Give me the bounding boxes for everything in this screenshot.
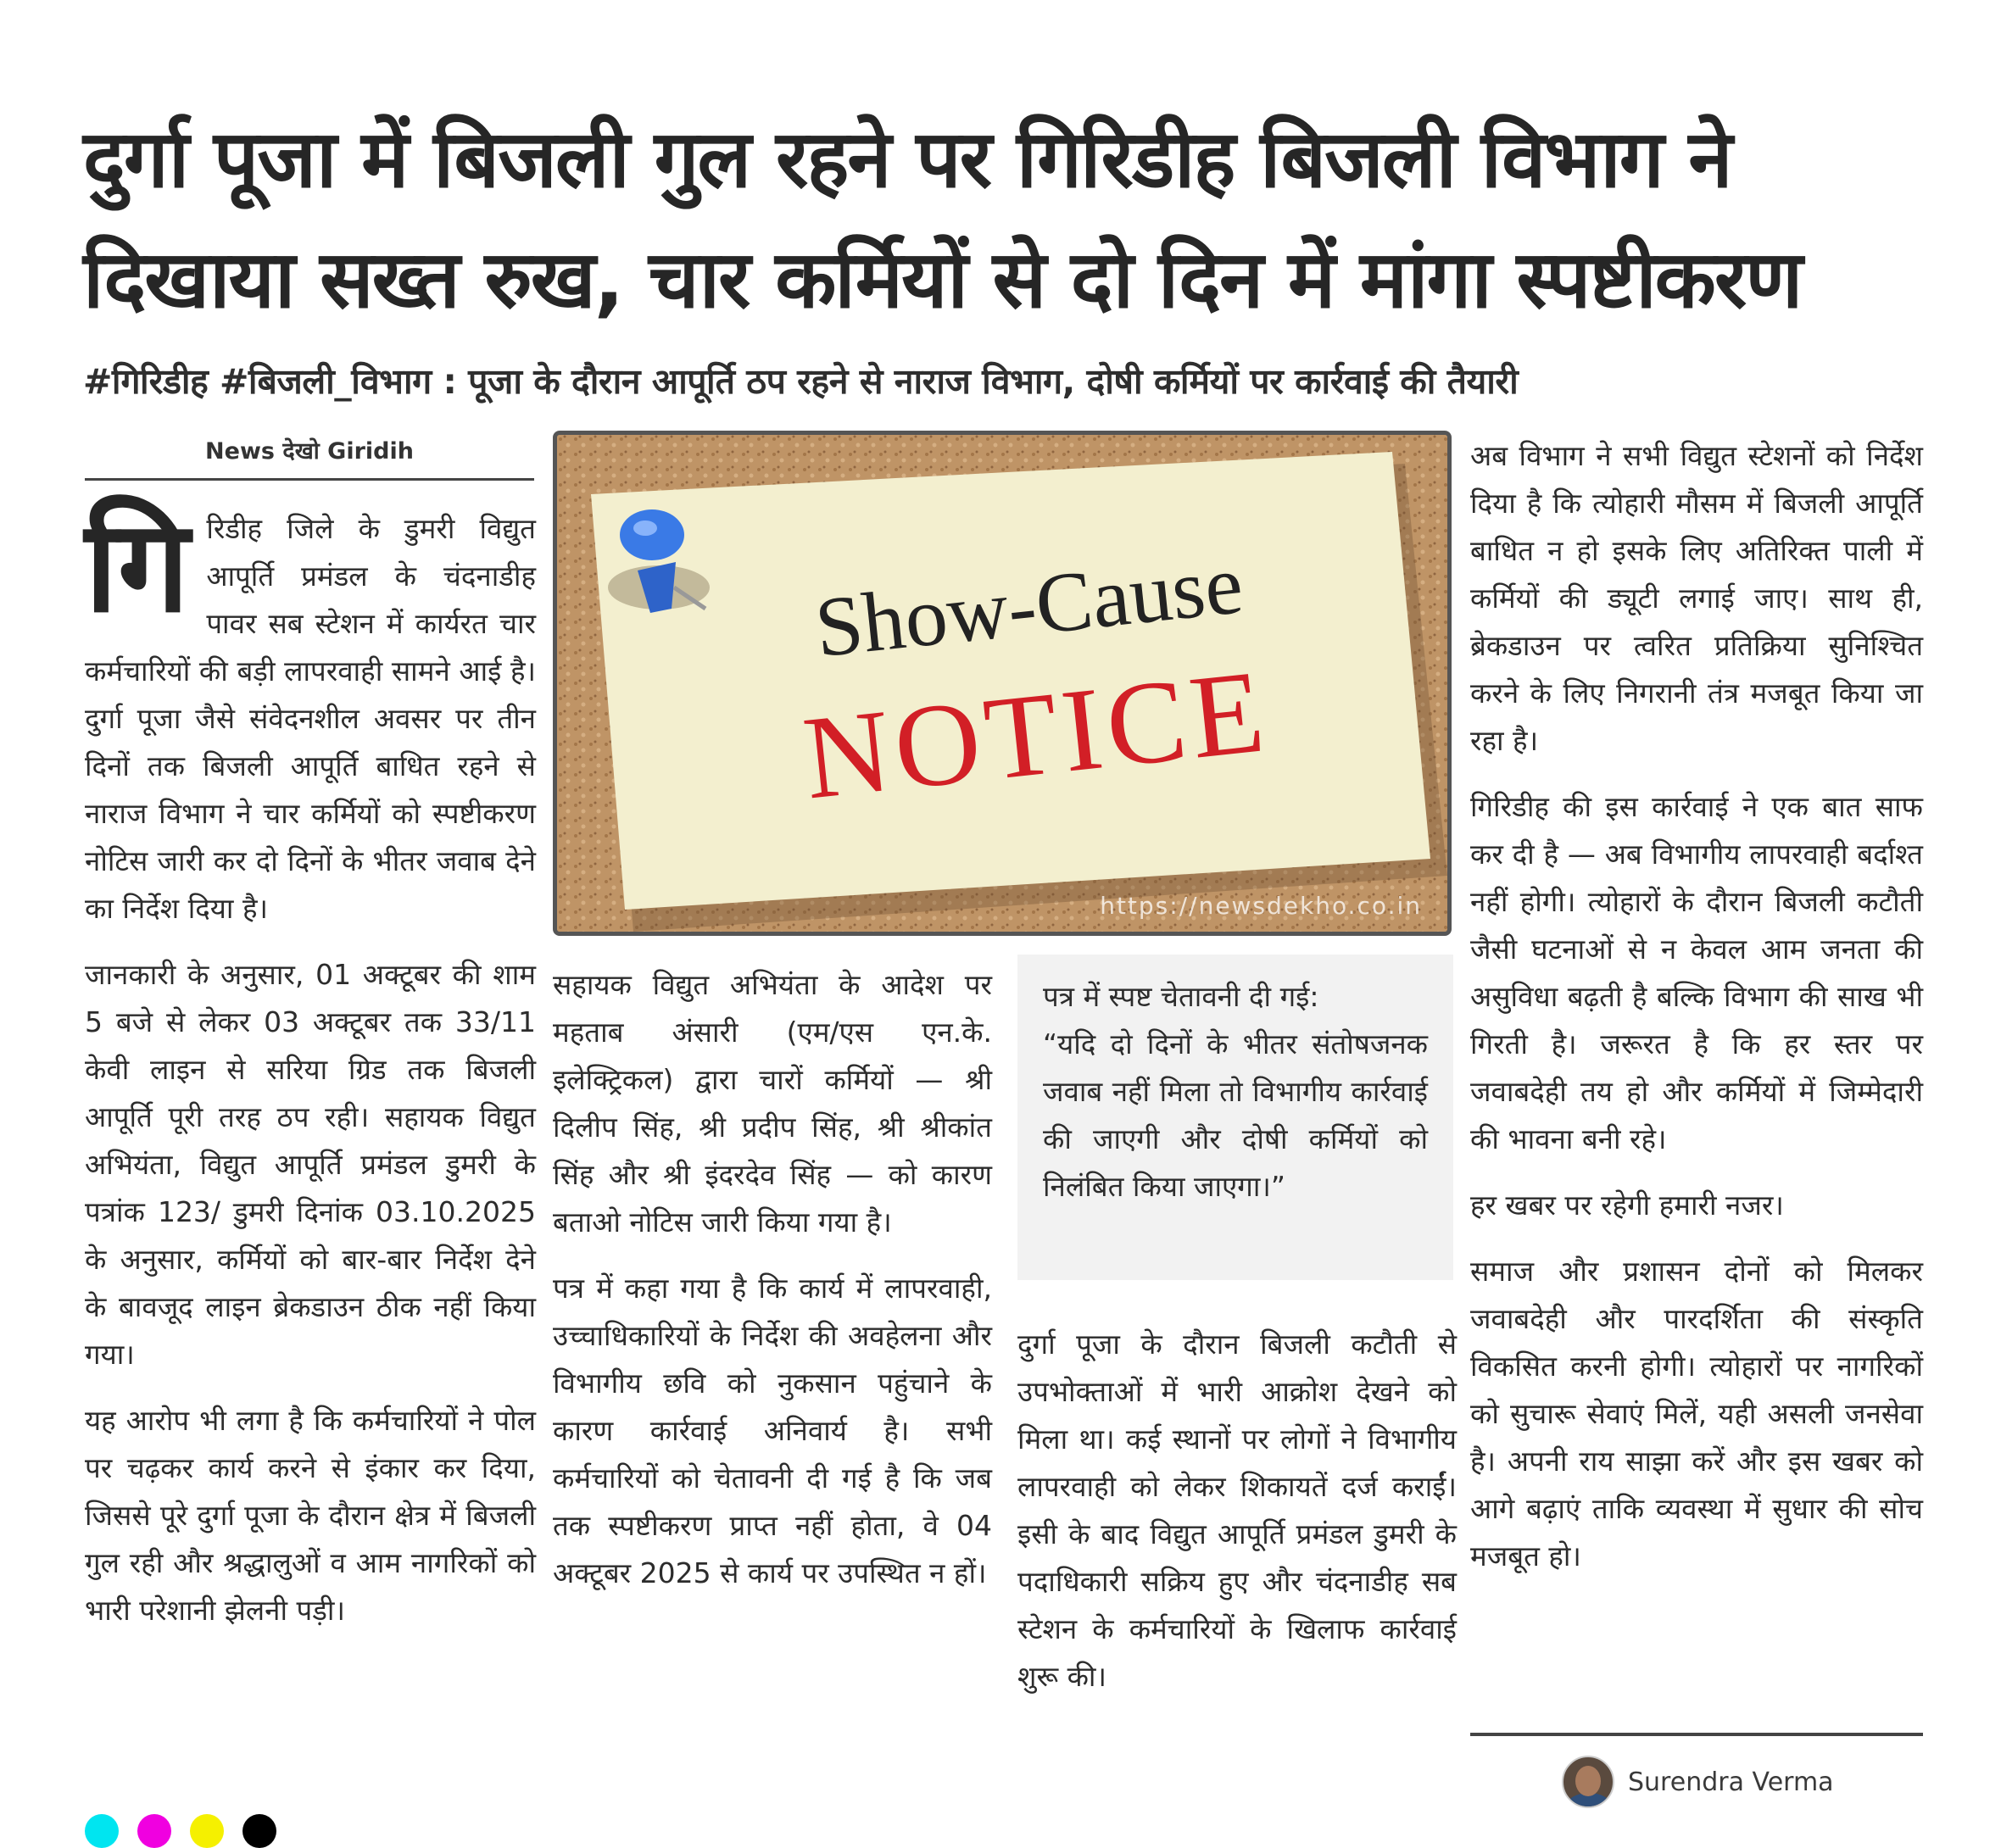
headline <box>83 100 1931 341</box>
print-registration-marks <box>85 1814 276 1848</box>
image-text-notice: NOTICE <box>797 644 1275 825</box>
pull-quote-text: “यदि दो दिनों के भीतर संतोषजनक जवाब नहीं मिला तो विभागीय कार्रवाई की जाएगी और दोषी कर्मियों को निलंबित किया जाएगा।” <box>1043 1027 1428 1203</box>
paragraph: पत्र में कहा गया है कि कार्य में लापरवाही, उच्चाधिकारियों के निर्देश की अवहेलना और विभागीय छवि को नुकसान पहुंचाने के कारण कार्रवाई अनिवार्य है। सभी कर्मचारियों को चेतावनी दी गई है कि जब तक स्पष्टीकरण प्राप्त नहीं होता, वे 04 अक्टूबर 2025 से कार्य पर उपस्थित न हों। <box>553 1272 992 1589</box>
lead-paragraph <box>85 493 536 932</box>
image-text-show-cause: Show-Cause <box>811 537 1247 676</box>
lead-paragraph-text: रिडीह जिले के डुमरी विद्युत आपूर्ति प्रमंडल के चंदनाडीह पावर सब स्टेशन में कार्यरत चार कर्मचारियों की बड़ी लापरवाही सामने आई है। दुर्गा पूजा जैसे संवेदनशील अवसर पर तीन दिनों तक बिजली आपूर्ति बाधित रहने से नाराज विभाग ने चार कर्मियों को स्पष्टीकरण नोटिस जारी कर दो दिनों के भीतर जवाब देने का निर्देश दिया है। <box>85 512 536 925</box>
column-4 <box>1470 432 1923 1599</box>
author-divider <box>1470 1733 1923 1736</box>
byline-divider <box>85 478 534 481</box>
author-credit <box>1562 1753 1834 1811</box>
byline: News देखो Giridih <box>205 438 414 465</box>
column-2 <box>553 961 992 1616</box>
paragraph: जानकारी के अनुसार, 01 अक्टूबर की शाम 5 बजे से लेकर 03 अक्टूबर तक 33/11 केवी लाइन से सरिया ग्रिड तक बिजली आपूर्ति पूरी तरह ठप रही। सहायक विद्युत अभियंता, विद्युत आपूर्ति प्रमंडल डुमरी के पत्रांक 123/ डुमरी दिनांक 03.10.2025 के अनुसार, कर्मियों को बार-बार निर्देश देने के बावजूद लाइन ब्रेकडाउन ठीक नहीं किया गया। <box>85 958 536 1371</box>
paragraph: समाज और प्रशासन दोनों को मिलकर जवाबदेही और पारदर्शिता की संस्कृति विकसित करनी होगी। त्योहारों पर नागरिकों को सुचारू सेवाएं मिलें, यही असली जनसेवा है। अपनी राय साझा करें और इस खबर को आगे बढ़ाएं ताकि व्यवस्था में सुधार की सोच मजबूत हो। <box>1470 1255 1923 1572</box>
pull-quote-intro: पत्र में स्पष्ट चेतावनी दी गई: <box>1043 980 1319 1013</box>
headline-line-1: दुर्गा पूजा में बिजली गुल रहने पर गिरिडीह बिजली विभाग ने <box>83 114 1731 206</box>
image-watermark: https://newsdekho.co.in <box>1100 892 1422 920</box>
author-name: Surendra Verma <box>1628 1767 1834 1797</box>
magenta-dot <box>137 1814 171 1848</box>
paragraph: गिरिडीह की इस कार्रवाई ने एक बात साफ कर दी है — अब विभागीय लापरवाही बर्दाश्त नहीं होगी। त्योहारों के दौरान बिजली कटौती जैसी घटनाओं से न केवल आम जनता की असुविधा बढ़ती है बल्कि विभाग की साख भी गिरती है। जरूरत है कि हर स्तर पर जवाबदेही तय हो और कर्मियों में जिम्मेदारी की भावना बनी रहे। <box>1470 790 1923 1155</box>
subheadline: #गिरिडीह #बिजली_विभाग : पूजा के दौरान आपूर्ति ठप रहने से नाराज विभाग, दोषी कर्मियों पर कार्रवाई की तैयारी <box>83 361 1519 402</box>
yellow-dot <box>190 1814 224 1848</box>
headline-line-2: दिखाया सख्त रुख, चार कर्मियों से दो दिन में मांगा स्पष्टीकरण <box>83 234 1802 326</box>
pull-quote-box <box>1017 955 1453 1280</box>
paragraph: अब विभाग ने सभी विद्युत स्टेशनों को निर्देश दिया है कि त्योहारी मौसम में बिजली आपूर्ति बाधित न हो इसके लिए अतिरिक्त पाली में कर्मियों की ड्यूटी लगाई जाए। साथ ही, ब्रेकडाउन पर त्वरित प्रतिक्रिया सुनिश्चित करने के लिए निगरानी तंत्र मजबूत किया जा रहा है। <box>1470 439 1923 757</box>
paragraph: दुर्गा पूजा के दौरान बिजली कटौती से उपभोक्ताओं में भारी आक्रोश देखने को मिला था। कई स्थानों पर लोगों ने विभागीय लापरवाही को लेकर शिकायतें दर्ज कराईं। इसी के बाद विद्युत आपूर्ति प्रमंडल डुमरी के पदाधिकारी सक्रिय हुए और चंदनाडीह सब स्टेशन के कर्मचारियों के खिलाफ कार्रवाई शुरू की। <box>1017 1328 1457 1693</box>
cyan-dot <box>85 1814 119 1848</box>
paragraph: हर खबर पर रहेगी हमारी नजर। <box>1470 1188 1784 1222</box>
column-1 <box>85 493 536 1653</box>
column-3 <box>1017 1321 1457 1719</box>
drop-cap: गि <box>85 493 190 641</box>
notice-photo-illustration <box>557 435 1447 932</box>
avatar <box>1562 1756 1614 1808</box>
paragraph: यह आरोप भी लगा है कि कर्मचारियों ने पोल पर चढ़कर कार्य करने से इंकार कर दिया, जिससे पूरे दुर्गा पूजा के दौरान क्षेत्र में बिजली गुल रही और श्रद्धालुओं व आम नागरिकों को भारी परेशानी झेलनी पड़ी। <box>85 1404 536 1627</box>
paragraph: सहायक विद्युत अभियंता के आदेश पर महताब अंसारी (एम/एस एन.के. इलेक्ट्रिकल) द्वारा चारों कर्मियों — श्री दिलीप सिंह, श्री प्रदीप सिंह, श्री श्रीकांत सिंह और श्री इंदरदेव सिंह — को कारण बताओ नोटिस जारी किया गया है। <box>553 968 992 1238</box>
show-cause-notice-image <box>553 431 1452 936</box>
black-dot <box>242 1814 276 1848</box>
